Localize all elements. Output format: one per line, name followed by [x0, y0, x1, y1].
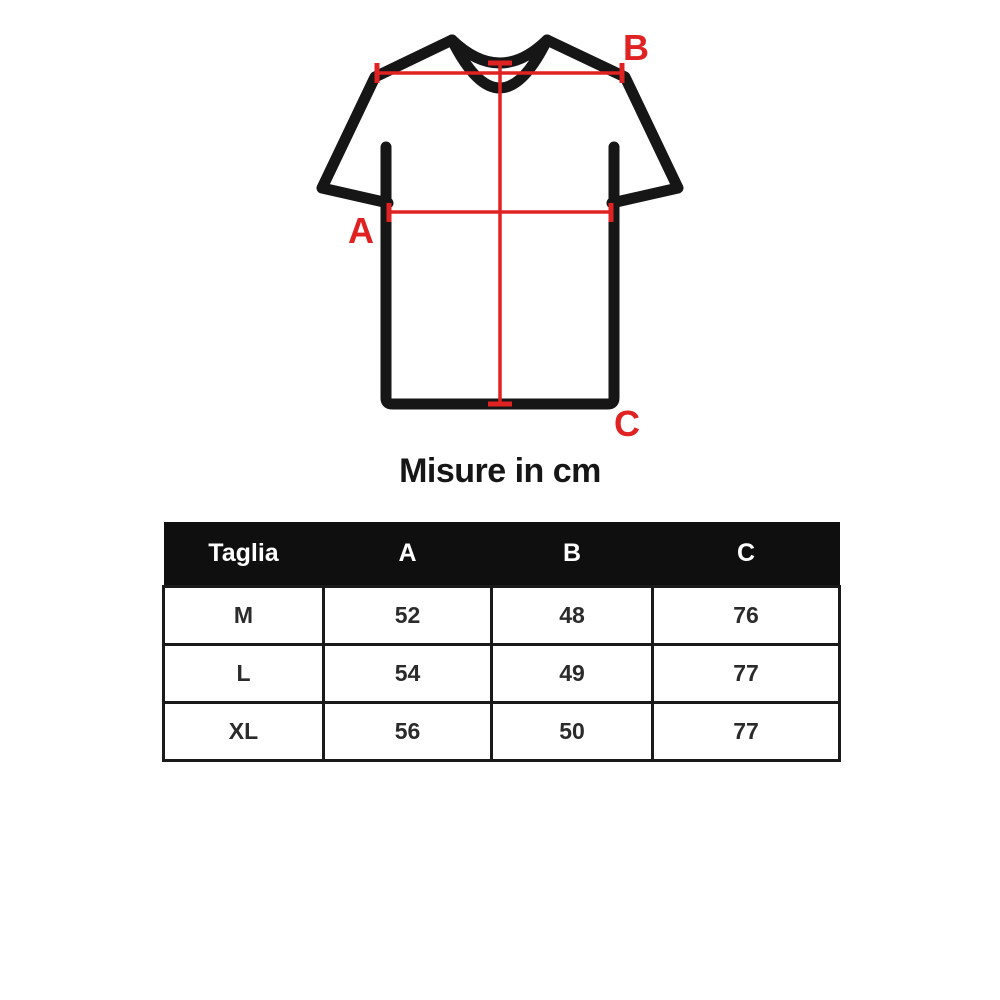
header-cell-taglia: Taglia: [164, 522, 324, 586]
table-row-xl: [164, 702, 840, 760]
cell-b: 50: [492, 702, 653, 760]
cell-b: 48: [492, 586, 653, 644]
table-row-m: [164, 586, 840, 644]
header-cell-c: C: [653, 522, 840, 586]
cell-a: 54: [324, 644, 492, 702]
tshirt-measurement-diagram: [0, 0, 1000, 450]
measure-label-c: C: [614, 403, 640, 444]
cell-size: XL: [164, 702, 324, 760]
table-row-l: [164, 644, 840, 702]
cell-c: 77: [653, 702, 840, 760]
page-title: Misure in cm: [399, 452, 601, 490]
cell-b: 49: [492, 644, 653, 702]
cell-c: 76: [653, 586, 840, 644]
cell-c: 77: [653, 644, 840, 702]
table-header-row: [164, 522, 840, 586]
header-cell-b: B: [492, 522, 653, 586]
cell-a: 56: [324, 702, 492, 760]
measure-label-b: B: [623, 27, 649, 68]
size-table: [162, 522, 841, 762]
cell-size: L: [164, 644, 324, 702]
cell-a: 52: [324, 586, 492, 644]
measure-label-a: A: [348, 210, 374, 251]
cell-size: M: [164, 586, 324, 644]
header-cell-a: A: [324, 522, 492, 586]
